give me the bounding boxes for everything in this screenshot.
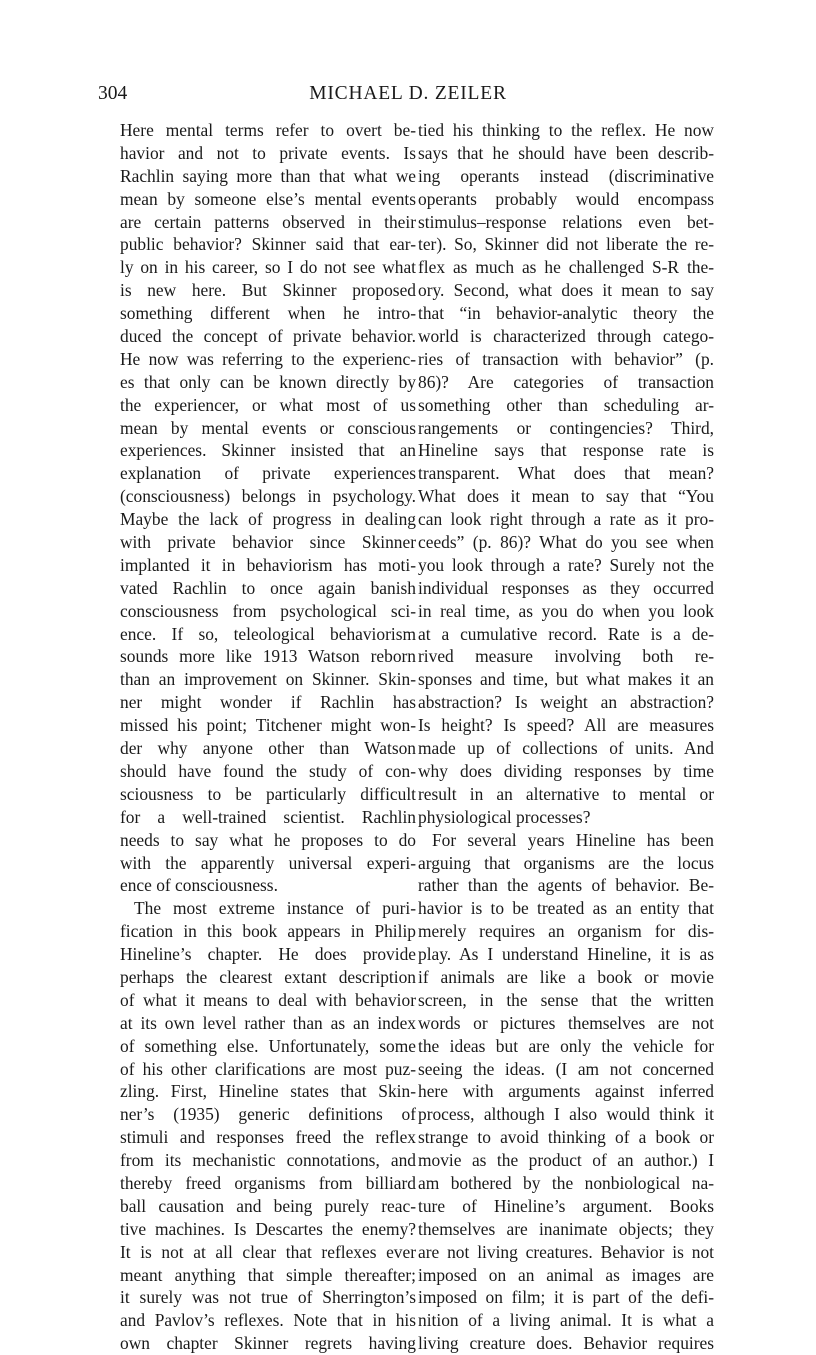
text-line: rived measure involving both re- (418, 646, 714, 667)
text-line: ture of Hineline’s argument. Books (418, 1195, 714, 1216)
text-line: experiences. Skinner insisted that an (120, 440, 416, 461)
text-line: seeing the ideas. (I am not concerned (418, 1058, 714, 1079)
text-line: flex as much as he challenged S-R the- (418, 257, 714, 278)
left-column (120, 119, 416, 1355)
text-line: arguing that organisms are the locus (418, 852, 714, 873)
text-line: and Pavlov’s reflexes. Note that in his (120, 1310, 416, 1331)
text-line: ing operants instead (discriminative (418, 165, 714, 186)
text-line: For several years Hineline has been (432, 829, 714, 850)
text-line: havior is to be treated as an entity that (418, 898, 714, 919)
text-line: nition of a living animal. It is what a (418, 1310, 714, 1331)
text-line: play. As I understand Hineline, it is as (418, 944, 714, 965)
text-line: at its own level rather than as an index (120, 1012, 416, 1033)
text-line: The most extreme instance of puri- (134, 898, 416, 919)
text-line: ence. If so, teleological behaviorism (120, 623, 416, 644)
text-line: perhaps the clearest extant description (120, 966, 416, 987)
page-number: 304 (98, 83, 128, 104)
text-line: the ideas but are only the vehicle for (418, 1035, 714, 1056)
text-line: individual responses as they occurred (418, 577, 714, 598)
text-line: vated Rachlin to once again banish (120, 577, 416, 598)
text-line: result in an alternative to mental or (418, 783, 714, 804)
text-line: ter). So, Skinner did not liberate the re- (418, 234, 714, 255)
text-line: mean by mental events or conscious (120, 417, 416, 438)
text-line: am bothered by the nonbiological na- (418, 1172, 714, 1193)
text-line: He now was referring to the experienc- (120, 348, 416, 369)
text-line: own chapter Skinner regrets having (120, 1333, 416, 1354)
text-line: you look through a rate? Surely not the (418, 554, 714, 575)
text-line: for a well-trained scientist. Rachlin (120, 806, 416, 827)
text-line: strange to avoid thinking of a book or (418, 1127, 714, 1148)
text-line: implanted it in behaviorism has moti- (120, 554, 416, 575)
text-line: ory. Second, what does it mean to say (418, 280, 714, 301)
text-line: is new here. But Skinner proposed (120, 280, 416, 301)
text-line: mean by someone else’s mental events (120, 188, 416, 209)
text-line: needs to say what he proposes to do (120, 829, 416, 850)
text-line: transparent. What does that mean? (418, 463, 714, 484)
text-line: at a cumulative record. Rate is a de- (418, 623, 714, 644)
text-line: imposed on film; it is part of the defi- (418, 1287, 714, 1308)
text-line: sponses and time, but what makes it an (418, 669, 714, 690)
text-line: if animals are like a book or movie (418, 966, 714, 987)
text-line: fication in this book appears in Philip (120, 921, 416, 942)
text-line: why does dividing responses by time (418, 760, 714, 781)
text-line: public behavior? Skinner said that ear- (120, 234, 416, 255)
text-line: rangements or contingencies? Third, (418, 417, 714, 438)
text-line: something different when he intro- (120, 303, 416, 324)
text-line: consciousness from psychological sci- (120, 600, 416, 621)
right-column (418, 119, 714, 1355)
text-line: the experiencer, or what most of us (120, 394, 416, 415)
text-line: are not living creatures. Behavior is not (418, 1241, 714, 1262)
text-line: sounds more like 1913 Watson reborn (120, 646, 416, 667)
text-line: ries of transaction with behavior” (p. (418, 348, 714, 369)
text-line: from its mechanistic connotations, and (120, 1150, 416, 1171)
text-line: that “in behavior-analytic theory the (418, 303, 714, 324)
text-line: havior and not to private events. Is (120, 142, 416, 163)
text-line: it surely was not true of Sherrington’s (120, 1287, 416, 1308)
text-line: duced the concept of private behavior. (120, 326, 416, 347)
text-line: ner might wonder if Rachlin has (120, 692, 416, 713)
text-line: Maybe the lack of progress in dealing (120, 509, 416, 530)
text-line: Rachlin saying more than that what we (120, 165, 416, 186)
text-line: should have found the study of con- (120, 760, 416, 781)
text-line: ball causation and being purely reac- (120, 1195, 416, 1216)
text-line: explanation of private experiences (120, 463, 416, 484)
text-line: process, although I also would think it (418, 1104, 714, 1125)
text-line: than an improvement on Skinner. Skin- (120, 669, 416, 690)
text-line: of his other clarifications are most puz- (120, 1058, 416, 1079)
text-line: stimulus–response relations even bet- (418, 211, 714, 232)
text-line: tive machines. Is Descartes the enemy? (120, 1218, 416, 1239)
text-line: Hineline says that response rate is (418, 440, 714, 461)
text-line: living creature does. Behavior requires (418, 1333, 714, 1354)
text-line: 86)? Are categories of transaction (418, 371, 714, 392)
text-line: missed his point; Titchener might won- (120, 715, 416, 736)
text-line: It is not at all clear that reflexes ever (120, 1241, 416, 1262)
running-head: MICHAEL D. ZEILER (309, 83, 507, 104)
text-line: operants probably would encompass (418, 188, 714, 209)
text-line: ceeds” (p. 86)? What do you see when (418, 532, 714, 553)
text-line: themselves are inanimate objects; they (418, 1218, 714, 1239)
text-line: meant anything that simple thereafter; (120, 1264, 416, 1285)
text-line: movie as the product of an author.) I (418, 1150, 714, 1171)
text-line: rather than the agents of behavior. Be- (418, 875, 714, 896)
text-line: What does it mean to say that “You (418, 486, 714, 507)
text-line: (consciousness) belongs in psychology. (120, 486, 416, 507)
text-line: can look right through a rate as it pro- (418, 509, 714, 530)
text-line: are certain patterns observed in their (120, 211, 416, 232)
text-line: of what it means to deal with behavior (120, 989, 416, 1010)
text-line: imposed on an animal as images are (418, 1264, 714, 1285)
text-line: physiological processes? (418, 806, 591, 827)
text-line: world is characterized through catego- (418, 326, 714, 347)
text-line: ner’s (1935) generic definitions of (120, 1104, 416, 1125)
text-line: in real time, as you do when you look (418, 600, 714, 621)
text-line: merely requires an organism for dis- (418, 921, 714, 942)
text-line: Hineline’s chapter. He does provide (120, 944, 416, 965)
text-line: ence of consciousness. (120, 875, 278, 896)
text-line: abstraction? Is weight an abstraction? (418, 692, 714, 713)
text-line: der why anyone other than Watson (120, 738, 416, 759)
text-line: stimuli and responses freed the reflex (120, 1127, 416, 1148)
text-line: words or pictures themselves are not (418, 1012, 714, 1033)
text-line: screen, in the sense that the written (418, 989, 714, 1010)
text-line: tied his thinking to the reflex. He now (418, 120, 714, 140)
text-line: with private behavior since Skinner (120, 532, 416, 553)
text-line: Is height? Is speed? All are measures (418, 715, 714, 736)
text-line: something other than scheduling ar- (418, 394, 714, 415)
text-line: here with arguments against inferred (418, 1081, 714, 1102)
text-line: Here mental terms refer to overt be- (120, 120, 416, 140)
text-line: of something else. Unfortunately, some (120, 1035, 416, 1056)
text-line: with the apparently universal experi- (120, 852, 416, 873)
text-line: made up of collections of units. And (418, 738, 714, 759)
text-line: ly on in his career, so I do not see what (120, 257, 416, 278)
text-line: thereby freed organisms from billiard (120, 1172, 416, 1193)
text-line: zling. First, Hineline states that Skin- (120, 1081, 416, 1102)
text-line: sciousness to be particularly difficult (120, 783, 416, 804)
text-line: es that only can be known directly by (120, 371, 416, 392)
text-line: says that he should have been describ- (418, 142, 714, 163)
